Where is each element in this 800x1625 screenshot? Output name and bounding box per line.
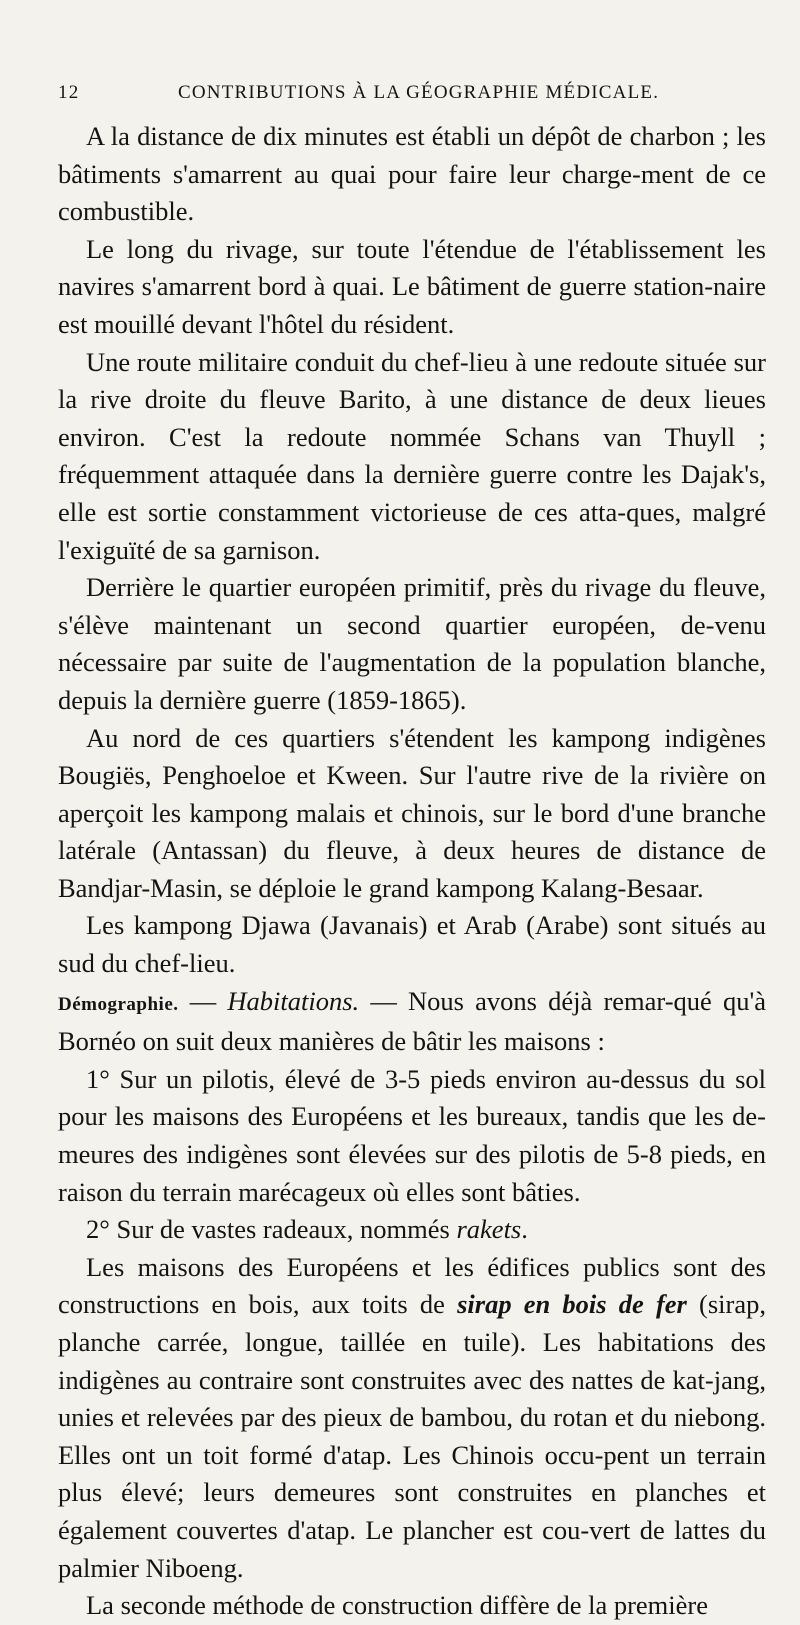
list-item-text: 2° Sur de vastes radeaux, nommés <box>86 1214 457 1245</box>
paragraph: Le long du rivage, sur toute l'étendue de l'établissement les navires s'amarrent bord à quai. Le bâtiment de guerre station-naire est mouillé devant l'hôtel du résident. <box>58 233 766 339</box>
paragraph: Derrière le quartier européen primitif, près du rivage du fleuve, s'élève maintenant un second quartier européen, de-venu nécessaire par suite de l'augmentation de la population blanche, depuis la dernière guerre (1859-1865). <box>58 572 766 715</box>
page-number: 12 <box>58 82 80 103</box>
body-text <box>58 118 766 1625</box>
italic-term: rakets <box>456 1214 522 1245</box>
italic-term: sirap en bois de fer <box>457 1289 687 1320</box>
list-item: 1° Sur un pilotis, élevé de 3-5 pieds environ au-dessus du sol pour les maisons des Européens et les bureaux, tandis que les de-meures des indigènes sont élevées sur des pilotis de 5-8 pieds, en raison du terrain marécageux où elles sont bâties. <box>58 1063 766 1207</box>
page-header <box>58 82 766 118</box>
section-label: Démographie. <box>58 993 179 1015</box>
running-title: CONTRIBUTIONS À LA GÉOGRAPHIE MÉDICALE. <box>178 82 660 103</box>
paragraph: Une route militaire conduit du chef-lieu à une redoute située sur la rive droite du fleuve Barito, à une distance de deux lieues environ. C'est la redoute nommée Schans van Thuyll ; fréquemment attaquée dans la dernière guerre contre les Dajak's, elle est sortie constamment victorieuse de ces atta-ques, malgré l'exiguïté de sa garnison. <box>58 346 766 565</box>
section-subtitle: Habitations. <box>227 985 360 1016</box>
dash: — <box>178 985 228 1016</box>
paragraph: La seconde méthode de construction diffère de la première <box>86 1590 708 1621</box>
list-item-end: . <box>521 1214 528 1245</box>
paragraph <box>58 1249 766 1587</box>
paragraph-text: Les maisons des Européens et les édifices publics sont des constructions en bois, aux toits de <box>58 1251 766 1320</box>
paragraph-text: Nous avons déjà remar-qué qu'à Bornéo on suit deux manières de bâtir les maisons : <box>58 985 767 1057</box>
paragraph: Au nord de ces quartiers s'étendent les kampong indigènes Bougiës, Penghoeloe et Kween. Sur l'autre rive de la rivière on aperçoit les kampong malais et chinois, sur le bord d'une branche latérale (Antassan) du fleuve, à deux heures de distance de Bandjar-Masin, se déploie le grand kampong Kalang-Besaar. <box>58 722 766 903</box>
list-item <box>58 1211 766 1249</box>
demography-paragraph <box>58 983 766 1061</box>
paragraph: Les kampong Djawa (Javanais) et Arab (Arabe) sont situés au sud du chef-lieu. <box>58 910 766 979</box>
paragraph-text: (sirap, planche carrée, longue, taillée en tuile). Les habitations des indigènes au contraire sont construites avec des nattes de kat-jang, unies et relevées par des pieux de bambou, du rotan et du niebong. Elles ont un toit formé d'atap. Les Chinois occu-pent un terrain plus élevé; leurs demeures sont construites en planches et également couvertes d'atap. Le plancher est cou-vert de lattes du palmier Niboeng. <box>58 1289 766 1583</box>
paragraph: A la distance de dix minutes est établi un dépôt de charbon ; les bâtiments s'amarrent au quai pour faire leur charge-ment de ce combustible. <box>58 121 766 227</box>
dash: — <box>359 985 409 1016</box>
